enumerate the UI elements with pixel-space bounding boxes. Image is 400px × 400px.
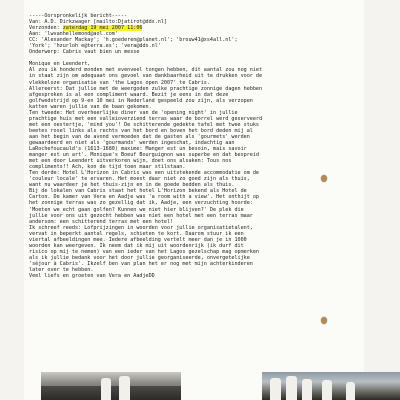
header-line-from: Van: A.D. Dirkzwager [mailto:Djatirot@dds.nl] [29, 19, 168, 26]
body-line: Bij de lokalen van Cabris staat het hotel L'Horizon bekend als Hotel de [29, 188, 247, 195]
body-line: Ik schreef reeds: Lofprijzingen in woorden voor jullie organisatietalent, [29, 224, 253, 231]
body-line: beetes rosel links als rechts van het bord en boven het bord deden mij al [29, 127, 253, 134]
body-line: 'séjour à Cabris'. Ikzelf ben van plan het er nog met mijn achterkinderen [29, 260, 253, 267]
body-line: 'Moeten we echt gaan golfen? Kunnen we niet hier blijven?' De plek die [29, 206, 244, 213]
person-figure [270, 378, 281, 400]
binder-hole [321, 175, 327, 182]
header-line-cc: CC: 'Alexander Mackay'; 'h.goederen@planet.nl'; 'brouw41@xs4all.nl'; [29, 37, 238, 44]
body-line: Veel liefs en groeten van Vera en AadjeDD [29, 273, 155, 280]
body-line: in staat zijn om adequaat ons gevoel van dankbaarheid uit te drukken voor de [29, 73, 263, 80]
body-line: compliments!! Ach, kon de tijd toen maar stilstaan. [29, 164, 186, 171]
body-line: Carton. De kamer van Vera en Aadje was 'a room with a view'. Het onthijt op [29, 194, 260, 201]
body-line: manger est un art'. Monique's Boeuf Bourguignon was superbe en dat bespreid [29, 152, 260, 159]
body-line: andersom: een schitterend terras met een hotel! [29, 218, 174, 225]
body-line: katten waren jullie van de baan gekomen. [29, 103, 152, 110]
person-figure [302, 379, 312, 400]
body-line: later over te hebben. [29, 266, 94, 273]
body-line: vlekkeloze organisatie van 'the Lagos open 2007' te Cabris. [29, 79, 210, 86]
body-line: 'couleur locale' te ervaren. Het moest daar niet zo goed zijn als thuis, [29, 176, 250, 183]
person-figure [119, 376, 130, 400]
binder-hole [321, 317, 327, 324]
body-line: Al zou ik honderd monden met evenveel tongen hebben, dit aantal zou nog niet [29, 67, 263, 74]
body-line: viertal afbeeldingen mee. Iedere afbeelding vertelt meer dan je in 1000 [29, 236, 247, 243]
body-line: Ten derde: Hotel L'Horizon in Cabris was een uitstekende accommodatie om de [29, 170, 260, 177]
header-line-1: -----Oorspronkelijk bericht----- [29, 13, 128, 19]
body-line: LaRochefoucauld's (1613-1680) maxime: Manger est un besoin, mais savoir [29, 146, 247, 153]
header-line-to: Aan: 'lwvanhellemond@aol.com' [29, 31, 118, 38]
body-line: golfwedstrijd op 9-en 10 mei in Nederland gespeeld zou zijn, als verzopen [29, 97, 253, 104]
body-line: afgesproken is al een compliment waard. Bezit je eens in dat deze [29, 91, 229, 98]
body-line: Allereerst: Dat jullie met de weergoden zulke prachtige zonnige dagen hebben [29, 85, 263, 92]
header-line-cc-cont: 'York'; 'hzurloh e@terra.es'; 'vera@dds.nl' [29, 43, 161, 50]
body-line: gewaardeerd en niet als 'gourmands' werden ingeschat, indachtig aan [29, 139, 235, 146]
person-figure [346, 382, 355, 400]
body-line: prachtige huis met een valleioverziend terras waar de borrel werd geserveerd [29, 115, 263, 122]
body-line: het zonnige terras was zo gezellig dat ik, Aadje, een verzuchting hoorde: [29, 200, 253, 207]
sent-date-highlight: zaterdag 19 mei 2007 11:06 [62, 25, 143, 32]
body-line: jullie voor ons uit gezocht hebben was niet een hotel met een terras maar [29, 212, 253, 219]
body-line: risico op mij te nemen) van een ieder van het Lagos gezelschap mag opmerken [29, 248, 260, 255]
person-figure [322, 380, 332, 400]
body-line: vervat in beperkt aantal regels, schieten te kort. Daarom stuur ik een [29, 230, 244, 237]
header-line-sent-label: Verzonden: [29, 25, 63, 32]
email-text [29, 13, 365, 279]
body-line: want nu waardeer je het thuis-zijn en in de goede bedden als thuis. [29, 182, 235, 189]
body-line: aan het begin van de avond vermoeden dat de gasten als 'gourmets' werden [29, 133, 250, 140]
body-line: als ik jullie bedank voor het door jullie georganiseerde, onvergetelijke [29, 254, 250, 261]
photo-group-right [262, 372, 400, 400]
person-figure [101, 378, 111, 400]
body-line: met een door Leendert uitverkoren wijn, doet ons alsaken: Tous nos [29, 158, 232, 165]
body-line: Monique en Leendert, [29, 61, 91, 68]
body-line: met een oestertje, 'mind you'! De schitterende gedekte tafel met twee stuks [29, 121, 260, 128]
person-figure [286, 376, 297, 400]
email-body [29, 61, 262, 279]
body-line: woorden kan weergeven. Ik neem dat ik mij uit woordenrijk (ik durf dit [29, 242, 244, 249]
header-line-subject: Onderwerp: Cabris vaut bien un messe [29, 49, 140, 56]
photo-group-left [41, 372, 181, 400]
body-line: Ten tweede: Het overheerlijke diner van de 'opening night' in jullie [29, 109, 238, 116]
